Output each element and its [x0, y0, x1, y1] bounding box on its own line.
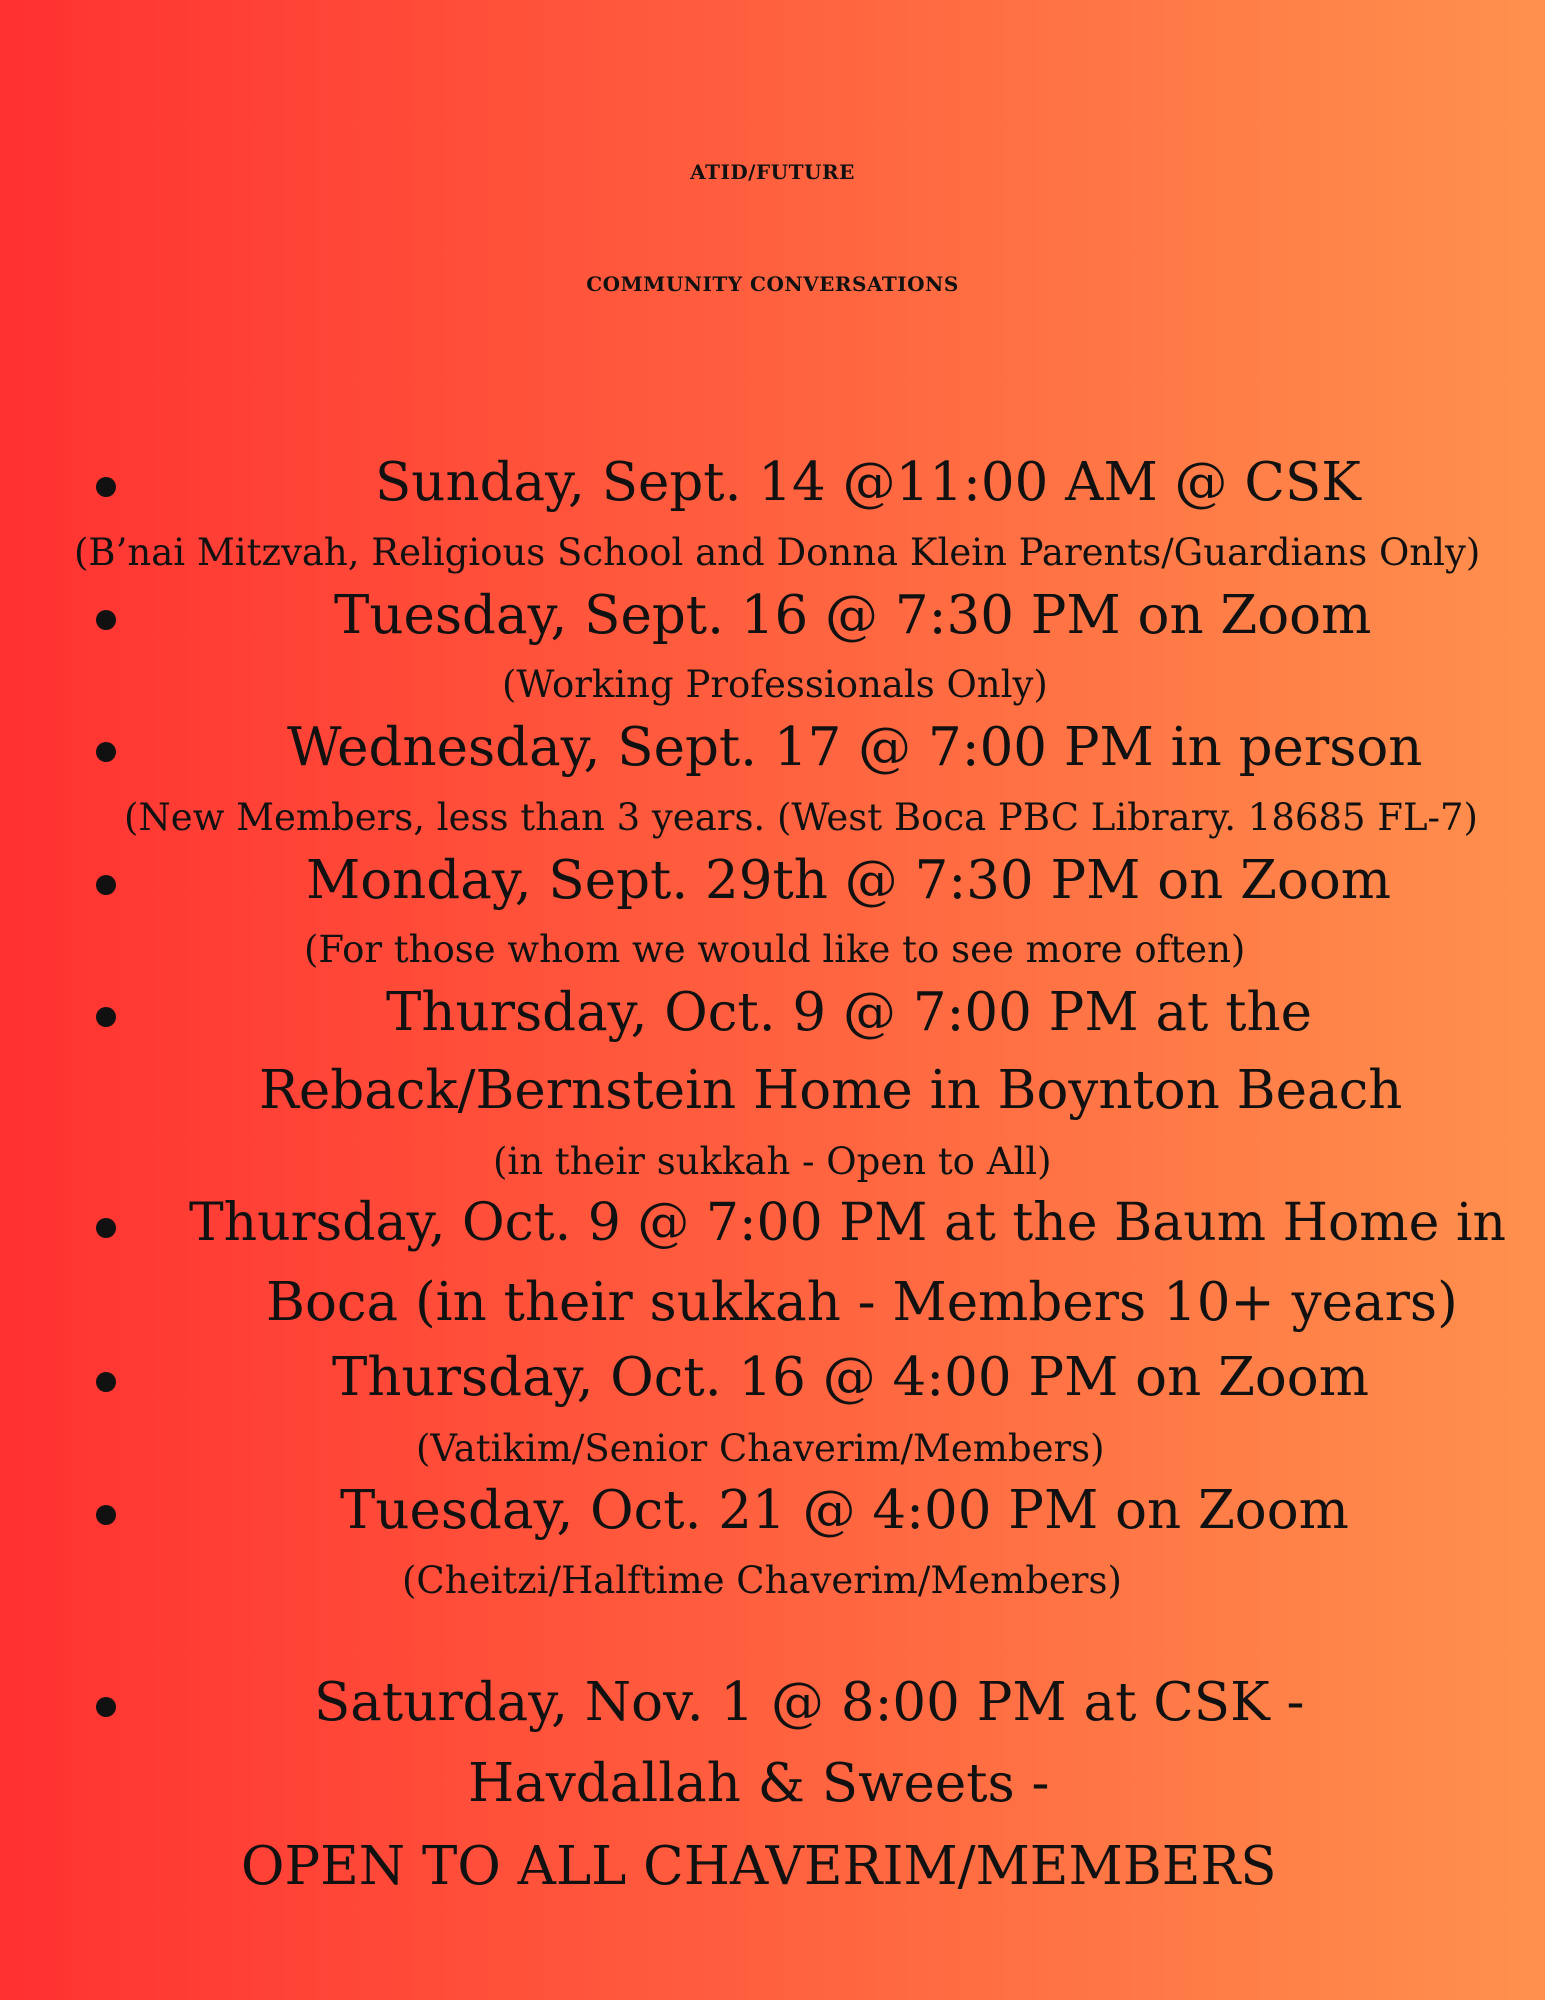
event-7-line-1: Thursday, Oct. 16 @ 4:00 PM on Zoom	[332, 1347, 1369, 1408]
event-3-note: (New Members, less than 3 years. (West Boca PBC Library. 18685 FL-7)	[124, 796, 1478, 839]
event-8-line-1: Tuesday, Oct. 21 @ 4:00 PM on Zoom	[340, 1480, 1349, 1541]
event-3-line-1: Wednesday, Sept. 17 @ 7:00 PM in person	[287, 717, 1423, 778]
event-5-line-2: Reback/Bernstein Home in Boynton Beach	[259, 1060, 1403, 1121]
event-5-note: (in their sukkah - Open to All)	[493, 1140, 1052, 1183]
event-2-line-1: Tuesday, Sept. 16 @ 7:30 PM on Zoom	[334, 585, 1372, 646]
bullet-icon	[96, 610, 116, 630]
bullet-icon	[96, 1372, 116, 1392]
event-9-line-2: Havdallah & Sweets -	[468, 1753, 1050, 1814]
bullet-icon	[96, 1218, 116, 1238]
bullet-icon	[96, 1007, 116, 1027]
event-2-note: (Working Professionals Only)	[502, 663, 1048, 706]
event-4-note: (For those whom we would like to see more often)	[304, 928, 1246, 971]
title-line-2: COMMUNITY CONVERSATIONS	[586, 272, 959, 296]
event-5-line-1: Thursday, Oct. 9 @ 7:00 PM at the	[386, 982, 1312, 1043]
bullet-icon	[96, 1505, 116, 1525]
event-9-line-3: OPEN TO ALL CHAVERIM/MEMBERS	[241, 1836, 1277, 1897]
title-line-1: ATID/FUTURE	[690, 160, 855, 184]
event-1-line-1: Sunday, Sept. 14 @11:00 AM @ CSK	[375, 452, 1361, 513]
bullet-icon	[96, 875, 116, 895]
event-9-line-1: Saturday, Nov. 1 @ 8:00 PM at CSK -	[314, 1672, 1305, 1733]
event-6-line-1: Thursday, Oct. 9 @ 7:00 PM at the Baum Home in	[189, 1193, 1506, 1253]
event-8-note: (Cheitzi/Halftime Chaverim/Members)	[402, 1559, 1122, 1602]
event-6-line-2: Boca (in their sukkah - Members 10+ years)	[266, 1272, 1458, 1333]
event-1-note: (B’nai Mitzvah, Religious School and Donna Klein Parents/Guardians Only)	[74, 531, 1481, 574]
event-4-line-1: Monday, Sept. 29th @ 7:30 PM on Zoom	[306, 850, 1392, 911]
bullet-icon	[96, 1697, 116, 1717]
bullet-icon	[96, 742, 116, 762]
event-7-note: (Vatikim/Senior Chaverim/Members)	[416, 1427, 1105, 1470]
bullet-icon	[96, 477, 116, 497]
